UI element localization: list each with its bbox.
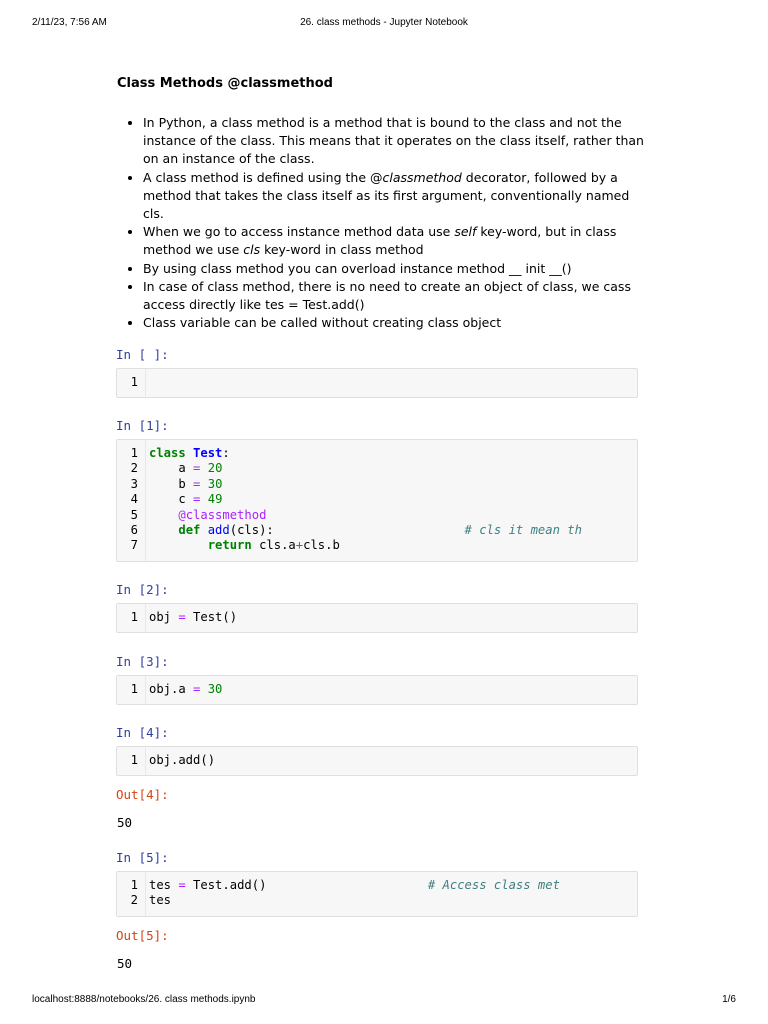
line-number: 1 xyxy=(130,753,138,767)
print-page-title: 26. class methods - Jupyter Notebook xyxy=(300,17,468,28)
bullet-item: • When we go to access instance method data use self key-word, but in class method we use cls key-word in class method xyxy=(143,223,647,259)
code-line: 1 class Test: xyxy=(117,446,637,461)
line-number: 6 xyxy=(130,522,138,537)
code-editor[interactable] xyxy=(116,871,638,917)
input-prompt: In [1]: xyxy=(116,418,169,433)
line-number: 4 xyxy=(130,492,138,507)
input-prompt: In [ ]: xyxy=(116,347,169,362)
code-comment: # Access class met xyxy=(427,878,560,892)
cell-output: 50 xyxy=(117,955,133,971)
line-number: 1 xyxy=(130,446,138,460)
print-page-number: 1/6 xyxy=(722,994,736,1005)
code-line: 1 obj = Test() xyxy=(117,610,637,625)
code-line: 1 tes = Test.add() # Access class met xyxy=(117,878,637,893)
cell-output: 50 xyxy=(117,815,133,831)
line-number: 5 xyxy=(130,507,138,522)
bullet-item: • A class method is defined using the @classmethod decorator, followed by a method that takes the class itself as its first argument, conventionally named cls. xyxy=(143,169,647,224)
code-cell-2[interactable] xyxy=(116,582,638,633)
code-editor[interactable] xyxy=(116,603,638,633)
line-number: 2 xyxy=(130,461,138,476)
line-number: 7 xyxy=(130,538,138,553)
markdown-heading: Class Methods @classmethod xyxy=(117,76,333,91)
input-prompt: In [4]: xyxy=(116,725,169,740)
print-datetime: 2/11/23, 7:56 AM xyxy=(32,17,107,28)
input-prompt: In [5]: xyxy=(116,850,169,865)
code-line: 2 tes xyxy=(117,893,637,908)
bullet-item: • By using class method you can overload instance method __ init __() xyxy=(143,260,647,278)
code-editor[interactable] xyxy=(116,368,638,398)
code-cell-4[interactable] xyxy=(116,725,638,831)
bullet-item: • In Python, a class method is a method that is bound to the class and not the instance of the class. This means that it operates on the class itself, rather than on an instance of the class. xyxy=(143,114,647,169)
input-prompt: In [3]: xyxy=(116,654,169,669)
print-footer xyxy=(32,994,736,1008)
code-comment: # cls it mean th xyxy=(464,522,582,537)
markdown-cell xyxy=(117,74,647,332)
line-number: 3 xyxy=(130,476,138,491)
code-line: 1 obj.a = 30 xyxy=(117,682,637,697)
print-header xyxy=(32,17,736,31)
code-cell-empty[interactable] xyxy=(116,347,638,398)
code-line xyxy=(117,375,637,390)
code-line: 1 obj.add() xyxy=(117,753,637,768)
output-prompt: Out[4]: xyxy=(116,787,169,803)
line-number: 1 xyxy=(130,375,138,389)
code-cell-5[interactable] xyxy=(116,850,638,972)
code-cell-1[interactable] xyxy=(116,418,638,562)
code-cell-3[interactable] xyxy=(116,654,638,705)
code-editor[interactable] xyxy=(116,439,638,562)
code-line: 6 def add(cls): # cls it mean th xyxy=(117,523,637,538)
code-editor[interactable] xyxy=(116,746,638,776)
line-number: 1 xyxy=(130,682,138,696)
markdown-bullet-list xyxy=(117,114,647,332)
code-line: 2 a = 20 xyxy=(117,461,637,476)
code-line: 5 @classmethod xyxy=(117,508,637,523)
bullet-item: • In case of class method, there is no need to create an object of class, we cass access directly like tes = Test.add() xyxy=(143,278,647,314)
code-line: 3 b = 30 xyxy=(117,477,637,492)
code-line: 4 c = 49 xyxy=(117,492,637,507)
line-number: 1 xyxy=(130,878,138,892)
line-number: 1 xyxy=(130,610,138,624)
output-prompt: Out[5]: xyxy=(116,927,169,943)
code-line: 7 return cls.a+cls.b xyxy=(117,538,637,553)
input-prompt: In [2]: xyxy=(116,582,169,597)
bullet-item: • Class variable can be called without creating class object xyxy=(143,314,647,332)
print-url: localhost:8888/notebooks/26. class methods.ipynb xyxy=(32,994,256,1005)
line-number: 2 xyxy=(130,893,138,908)
code-editor[interactable] xyxy=(116,675,638,705)
